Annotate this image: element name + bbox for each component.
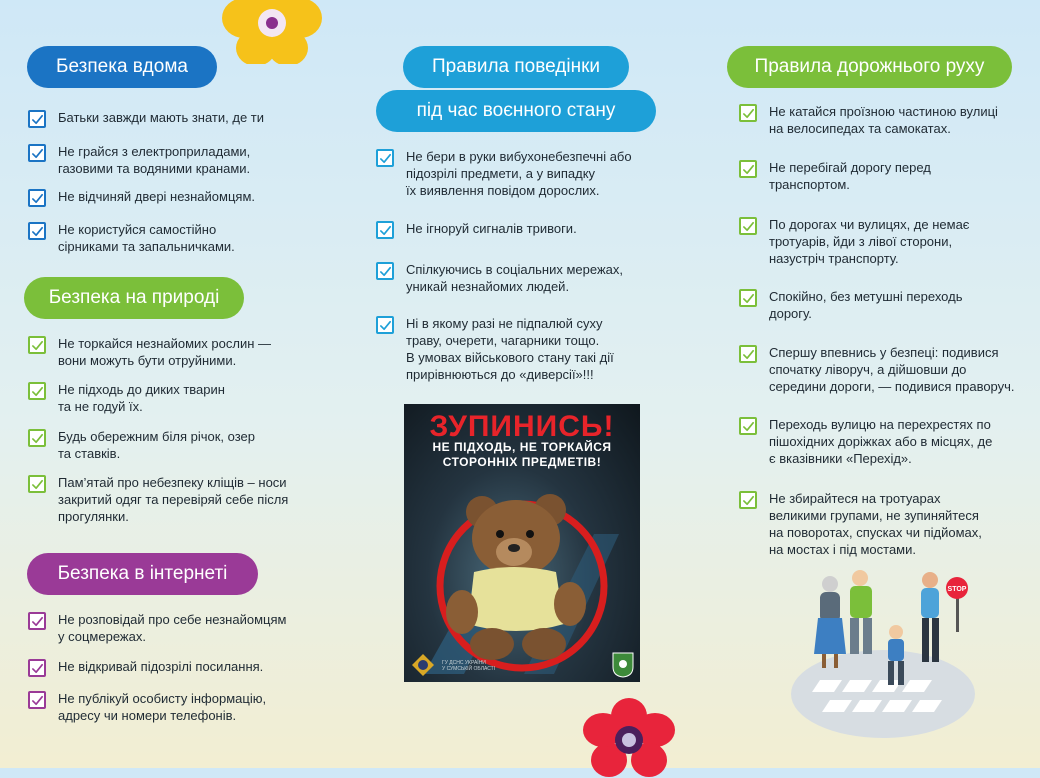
nature-item-text: Пам’ятай про небезпеку кліщів – носи закритий одяг та перевіряй себе після прогулянки. [58,475,289,524]
checkbox-checked-icon [739,217,757,235]
nature-list-item [28,474,328,525]
checkbox-checked-icon [28,144,46,162]
teddy-bear-image [404,474,640,674]
checkbox-checked-icon [376,316,394,334]
internet-list-item [28,690,328,724]
road-item-text: Не перебігай дорогу перед транспортом. [769,160,931,192]
stop-sign-label: STOP [947,586,967,593]
internet-item-text: Не розповідай про себе незнайомцям у соцмережах. [58,612,287,644]
road-item-text: По дорогах чи вулицях, де немає тротуарів, йди з лівої сторони, назустріч транспорту. [769,217,970,266]
home-list-item [28,188,328,207]
checkbox-checked-icon [739,345,757,363]
road-item-text: Не катайся проїзною частиною вулиці на велосипедах та самокатах. [769,104,998,136]
checkbox-checked-icon [28,336,46,354]
checkbox-checked-icon [739,289,757,307]
road-list-item [739,344,1039,395]
home-item-text: Не грайся з електроприладами, газовими та водяними кранами. [58,144,251,176]
road-item-text: Спершу впевнись у безпеці: подивися спочатку ліворуч, а дійшовши до середини дороги, — подивися праворуч. [769,345,1015,394]
poster-subtitle: НЕ ПІДХОДЬ, НЕ ТОРКАЙСЯ СТОРОННІХ ПРЕДМЕТІВ! [432,440,612,469]
internet-item-text: Не відкривай підозрілі посилання. [58,659,264,674]
region-coat-of-arms-icon [612,652,634,678]
road-item-text: Спокійно, без метушні переходь дорогу. [769,289,963,321]
home-safety-heading: Безпека вдома [27,46,217,88]
checkbox-checked-icon [28,612,46,630]
checkbox-checked-icon [28,110,46,128]
checkbox-checked-icon [28,189,46,207]
road-list-item [739,416,1039,467]
checkbox-checked-icon [376,149,394,167]
war-list-item [376,220,656,239]
yellow-flower-decoration [222,0,322,64]
home-item-text: Батьки завжди мають знати, де ти [58,110,265,125]
nature-list-item [28,381,328,415]
checkbox-checked-icon [28,659,46,677]
checkbox-checked-icon [28,691,46,709]
home-list-item [28,143,328,177]
checkbox-checked-icon [376,262,394,280]
war-rules-heading-line1: Правила поведінки [403,46,629,88]
checkbox-checked-icon [376,221,394,239]
nature-item-text: Будь обережним біля річок, озер та ставків. [58,429,256,461]
home-item-text: Не відчиняй двері незнайомцям. [58,189,255,204]
nature-list-item [28,335,328,369]
checkbox-checked-icon [28,382,46,400]
road-list-item [739,159,1039,193]
home-list-item [28,109,328,128]
war-item-text: Не бери в руки вибухонебезпечні або підозрілі предмети, а у випадку їх виявлення повідом дорослих. [406,149,632,198]
checkbox-checked-icon [739,160,757,178]
nature-item-text: Не підходь до диких тварин та не годуй їх. [58,382,225,414]
emergency-service-emblem-icon [410,652,436,678]
road-list-item [739,490,1039,558]
checkbox-checked-icon [739,104,757,122]
war-item-text: Не ігноруй сигналів тривоги. [406,221,577,236]
road-list-item [739,216,1039,267]
nature-list-item [28,428,328,462]
checkbox-checked-icon [28,475,46,493]
checkbox-checked-icon [739,491,757,509]
nature-item-text: Не торкайся незнайомих рослин — вони можуть бути отруйними. [58,336,272,368]
checkbox-checked-icon [739,417,757,435]
war-item-text: Спілкуючись в соціальних мережах, уникай незнайомих людей. [406,262,624,294]
home-item-text: Не користуйся самостійно сірниками та запальничками. [58,222,235,254]
war-list-item [376,261,656,295]
war-list-item [376,148,656,199]
nature-safety-heading: Безпека на природі [24,277,244,319]
war-item-text: Ні в якому разі не підпалюй суху траву, очерети, чагарники тощо. В умовах військового стану такі дії прирівнюються до «диверсії»!!! [406,316,614,382]
war-list-item [376,315,656,383]
checkbox-checked-icon [28,222,46,240]
internet-safety-heading: Безпека в інтернеті [27,553,258,595]
road-list-item [739,288,1039,322]
crosswalk-illustration [790,568,976,740]
road-rules-heading: Правила дорожнього руху [727,46,1012,88]
road-item-text: Переходь вулицю на перехрестях по пішохідних доріжках або в місцях, де є вказівники «Перехід». [769,417,993,466]
road-item-text: Не збирайтеся на тротуарах великими групами, не зупиняйтеся на поворотах, спусках чи підйомах, на мостах і під мостами. [769,491,982,557]
war-rules-heading-line2: під час воєнного стану [376,90,656,132]
checkbox-checked-icon [28,429,46,447]
road-list-item [739,103,1039,137]
warning-poster [404,404,640,682]
home-list-item [28,221,328,255]
internet-list-item [28,611,328,645]
red-flower-decoration [583,698,675,778]
poster-title: ЗУПИНИСЬ! [429,410,615,443]
internet-item-text: Не публікуй особисту інформацію, адресу чи номери телефонів. [58,691,267,723]
poster-footer: ГУ ДСНС УКРАЇНИ У СУМСЬКІЙ ОБЛАСТІ [442,660,496,672]
internet-list-item [28,658,328,677]
